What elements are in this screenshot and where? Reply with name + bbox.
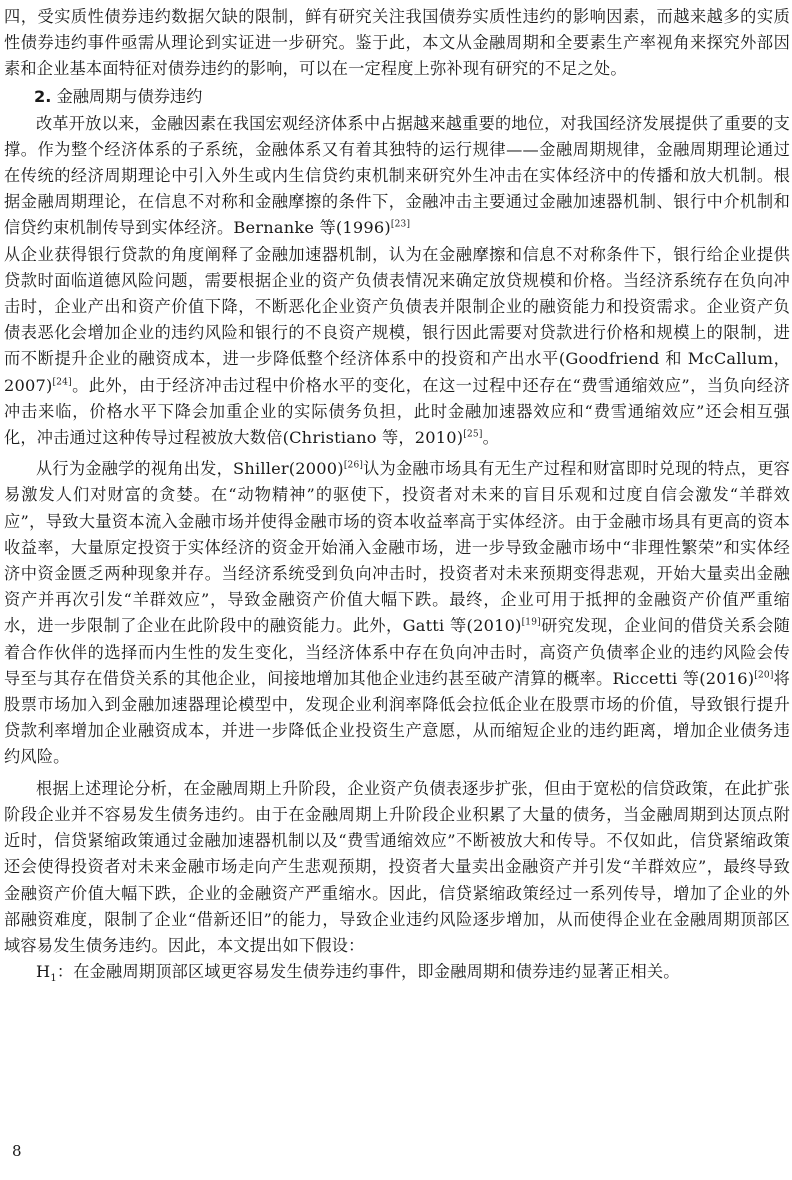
paper-page (4, 4, 790, 985)
body-paragraph-1 (4, 111, 790, 452)
hypothesis-label: H (36, 962, 51, 982)
body-paragraph-3: 根据上述理论分析，在金融周期上升阶段，企业资产负债表逐步扩张，但由于宽松的信贷政策，在此扩张阶段企业并不容易发生债务违约。由于在金融周期上升阶段企业积累了大量的债务，当金融周期到达顶点附近时，信贷紧缩政策通过金融加速器机制以及“费雪通缩效应”不断被放大和传导。不仅如此，信贷紧缩政策还会使得投资者对未来金融市场走向产生悲观预期，投资者大量卖出金融资产并引发“羊群效应”，最终导致金融资产价值大幅下跌，企业的金融资产严重缩水。因此，信贷紧缩政策经过一系列传导，增加了企业的外部融资难度，限制了企业“借新还旧”的能力，导致企业违约风险逐步增加，从而使得企业在金融周期顶部区域容易发生债务违约。因此，本文提出如下假设： (4, 778, 790, 955)
continuation-paragraph: 四，受实质性债券违约数据欠缺的限制，鲜有研究关注我国债券实质性违约的影响因素，而越来越多的实质性债券违约事件亟需从理论到实证进一步研究。鉴于此，本文从金融周期和全要素生产率视角来探究外部因素和企业基本面特征对债券违约的影响，可以在一定程度上弥补现有研究的不足之处。 (4, 7, 790, 79)
paragraph-text: 认为金融市场具有无生产过程和财富即时兑现的特点，更容易激发人们对财富的贪婪。在“动物精神”的驱使下，投资者对未来的盲目乐观和过度自信会激发“羊群效应”，导致大量资本流入金融市场并使得金融市场的资本收益率高于实体经济。由于金融市场具有更高的资本收益率，大量原定投资于实体经济的资金开始涌入金融市场，进一步导致金融市场中“非理性繁荣”和实体经济中资金匮乏两种现象并存。当经济系统受到负向冲击时，投资者对未来预期变得悲观，开始大量卖出金融资产并再次引发“羊群效应”，导致金融资产价值大幅下跌。最终，企业可用于抵押的金融资产价值严重缩水，进一步限制了企业在此阶段中的融资能力。此外，Gatti 等(2010) (4, 459, 790, 636)
hypothesis-subscript: 1 (50, 973, 57, 985)
page-number: 8 (12, 1142, 22, 1160)
paragraph-text: 从行为金融学的视角出发，Shiller(2000) (36, 459, 344, 479)
citation-ref: [23] (390, 220, 411, 231)
paragraph-text: 将股票市场加入到金融加速器理论模型中，发现企业利润率降低会拉低企业在股票市场的价值，导致银行提升贷款利率增加企业融资成本，并进一步降低企业投资生产意愿，从而缩短企业的违约距离，增加企业债务违约风险。 (4, 668, 790, 767)
paragraph-text: 研究发现，企业间的借贷关系会随着合作伙伴的选择而内生性的发生变化，当经济体系中存在负向冲击时，高资产负债率企业的违约风险会传导至与其存在借贷关系的其他企业，间接地增加其他企业违约甚至破产清算的概率。Riccetti 等(2016) (4, 616, 791, 688)
paragraph-text: 。 (482, 428, 499, 448)
paragraph-text: 。此外，由于经济冲击过程中价格水平的变化，在这一过程中还存在“费雪通缩效应”，当负向经济冲击来临，价格水平下降会加重企业的实际债务负担，此时金融加速器效应和“费雪通缩效应”还会相互强化，冲击通过这种传导过程被放大数倍(Christiano 等，2010) (4, 375, 790, 448)
section-heading (4, 83, 790, 111)
citation-ref: [20] (754, 670, 774, 681)
body-paragraph-2 (4, 456, 790, 770)
citation-ref: [19] (521, 618, 541, 629)
section-number: 2. (34, 86, 52, 106)
hypothesis-text: ：在金融周期顶部区域更容易发生债券违约事件，即金融周期和债券违约显著正相关。 (56, 962, 680, 982)
paragraph-text: 改革开放以来，金融因素在我国宏观经济体系中占据越来越重要的地位，对我国经济发展提供了重要的支撑。作为整个经济体系的子系统，金融体系又有着其独特的运行规律——金融周期规律，金融周期理论通过在传统的经济周期理论中引入外生或内生信贷约束机制来研究外生冲击在实体经济中的传播和放大机制。根据金融周期理论，在信息不对称和金融摩擦的条件下，金融冲击主要通过金融加速器机制、银行中介机制和信贷约束机制传导到实体经济。Bernanke 等(1996) (4, 113, 790, 238)
hypothesis-h1 (4, 959, 790, 985)
citation-ref: [24] (52, 377, 72, 388)
section-title: 金融周期与债券违约 (56, 86, 203, 106)
paragraph-text: 从企业获得银行贷款的角度阐释了金融加速器机制，认为在金融摩擦和信息不对称条件下，银行给企业提供贷款时面临道德风险问题，需要根据企业的资产负债表情况来确定放贷规模和价格。当经济系统存在负向冲击时，企业产出和资产价值下降，不断恶化企业资产负债表并限制企业的融资能力和投资需求。企业资产负债表恶化会增加企业的违约风险和银行的不良资产规模，银行因此需要对贷款进行价格和规模上的限制，进而不断提升企业的融资成本，进一步降低整个经济体系中的投资和产出水平(Goodfriend 和 McCallum，2007) (4, 244, 790, 395)
citation-ref: [25] (463, 429, 483, 440)
citation-ref: [26] (343, 460, 364, 471)
